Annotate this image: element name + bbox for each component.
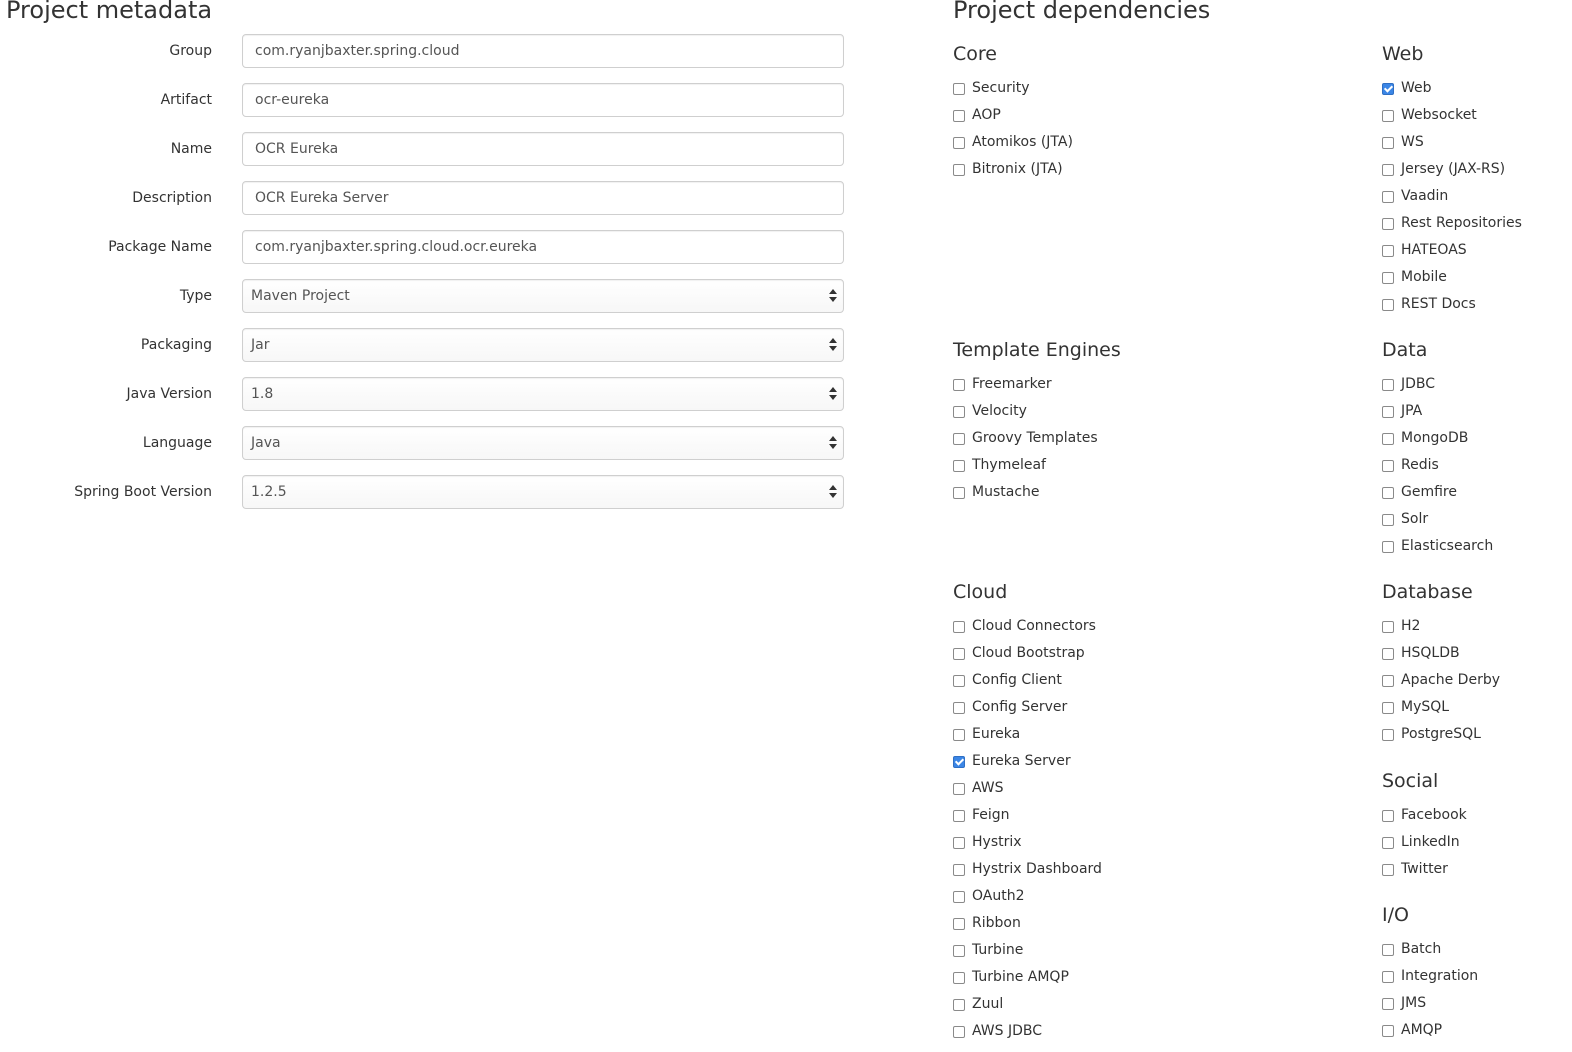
dependency-label: AMQP xyxy=(1401,1022,1443,1038)
checkbox[interactable] xyxy=(1382,864,1394,876)
dependency-group-cloud xyxy=(953,580,1143,1048)
dependency-jpa[interactable] xyxy=(1382,401,1572,428)
packaging-value: Jar xyxy=(251,337,270,353)
dependency-label: Facebook xyxy=(1401,807,1467,823)
dependency-gemfire[interactable] xyxy=(1382,482,1572,509)
dependency-label: AWS JDBC xyxy=(972,1023,1043,1039)
dependency-security[interactable] xyxy=(953,78,1143,105)
dependency-label: Web xyxy=(1401,80,1432,96)
dependency-ws[interactable] xyxy=(1382,132,1572,159)
artifact-label: Artifact xyxy=(160,92,212,108)
dependency-atomikos-jta[interactable] xyxy=(953,132,1143,159)
dependency-label: Ribbon xyxy=(972,915,1021,931)
checkbox[interactable] xyxy=(1382,379,1394,391)
dependency-integration[interactable] xyxy=(1382,966,1572,993)
select-arrows-icon xyxy=(829,337,837,353)
group-title-data: Data xyxy=(1382,339,1428,361)
dependency-label: Cloud Bootstrap xyxy=(972,645,1085,661)
checkbox[interactable] xyxy=(1382,218,1394,230)
dependency-aop[interactable] xyxy=(953,105,1143,132)
dependency-label: HATEOAS xyxy=(1401,242,1467,258)
dependency-label: Rest Repositories xyxy=(1401,215,1522,231)
dependency-label: Freemarker xyxy=(972,376,1052,392)
form-row-group xyxy=(0,34,850,83)
dependency-oauth2[interactable] xyxy=(953,886,1143,913)
dependency-mongodb[interactable] xyxy=(1382,428,1572,455)
dependency-group-core xyxy=(953,42,1143,186)
dependency-mustache[interactable] xyxy=(953,482,1143,509)
dependency-label: Twitter xyxy=(1401,861,1448,877)
dependency-label: Groovy Templates xyxy=(972,430,1098,446)
group-input[interactable] xyxy=(242,34,844,68)
package-name-value: com.ryanjbaxter.spring.cloud.ocr.eureka xyxy=(255,239,538,255)
type-value: Maven Project xyxy=(251,288,350,304)
dependency-solr[interactable] xyxy=(1382,509,1572,536)
checkbox[interactable] xyxy=(1382,729,1394,741)
dependency-mysql[interactable] xyxy=(1382,697,1572,724)
dependency-linkedin[interactable] xyxy=(1382,832,1572,859)
select-arrows-icon xyxy=(829,386,837,402)
group-title-social: Social xyxy=(1382,770,1439,792)
dependency-mobile[interactable] xyxy=(1382,267,1572,294)
checkbox[interactable] xyxy=(1382,245,1394,257)
project-dependencies-heading: Project dependencies xyxy=(953,0,1211,24)
checkbox[interactable] xyxy=(1382,110,1394,122)
dependency-cloud-connectors[interactable] xyxy=(953,616,1143,643)
dependency-label: H2 xyxy=(1401,618,1421,634)
dependency-rest-repositories[interactable] xyxy=(1382,213,1572,240)
packaging-select[interactable] xyxy=(242,328,844,362)
checkbox[interactable] xyxy=(1382,971,1394,983)
java-version-value: 1.8 xyxy=(251,386,274,402)
checkbox[interactable] xyxy=(1382,837,1394,849)
java-version-select[interactable] xyxy=(242,377,844,411)
language-label: Language xyxy=(142,435,212,451)
checkbox[interactable] xyxy=(1382,621,1394,633)
dependency-bitronix-jta[interactable] xyxy=(953,159,1143,186)
java-version-label: Java Version xyxy=(126,386,212,402)
dependency-label: Integration xyxy=(1401,968,1479,984)
dependency-label: Turbine xyxy=(972,942,1024,958)
checkbox[interactable] xyxy=(1382,702,1394,714)
dependency-label: Config Server xyxy=(972,699,1068,715)
form-row-language xyxy=(0,426,850,475)
dependency-label: Thymeleaf xyxy=(972,457,1046,473)
dependency-feign[interactable] xyxy=(953,805,1143,832)
dependency-hateoas[interactable] xyxy=(1382,240,1572,267)
dependency-label: Velocity xyxy=(972,403,1027,419)
dependency-label: Turbine AMQP xyxy=(972,969,1069,985)
type-label: Type xyxy=(179,288,212,304)
dependency-zuul[interactable] xyxy=(953,994,1143,1021)
dependency-label: Mustache xyxy=(972,484,1040,500)
checkbox[interactable] xyxy=(1382,299,1394,311)
dependency-rest-docs[interactable] xyxy=(1382,294,1572,321)
name-input[interactable] xyxy=(242,132,844,166)
dependency-label: Hystrix Dashboard xyxy=(972,861,1102,877)
dependency-label: Redis xyxy=(1401,457,1439,473)
spring-boot-version-select[interactable] xyxy=(242,475,844,509)
dependency-label: PostgreSQL xyxy=(1401,726,1481,742)
spring-boot-version-value: 1.2.5 xyxy=(251,484,287,500)
dependency-jms[interactable] xyxy=(1382,993,1572,1020)
dependency-label: Feign xyxy=(972,807,1010,823)
select-arrows-icon xyxy=(829,484,837,500)
dependency-label: MySQL xyxy=(1401,699,1450,715)
checkbox[interactable] xyxy=(953,972,965,984)
dependency-label: LinkedIn xyxy=(1401,834,1460,850)
dependency-aws-jdbc[interactable] xyxy=(953,1021,1143,1048)
checkbox[interactable] xyxy=(953,164,965,176)
form-row-description xyxy=(0,181,850,230)
group-title-cloud: Cloud xyxy=(953,581,1008,603)
dependency-label: Batch xyxy=(1401,941,1442,957)
checkbox[interactable] xyxy=(1382,406,1394,418)
dependency-list xyxy=(953,616,1143,1048)
form-row-type xyxy=(0,279,850,328)
dependency-turbine-amqp[interactable] xyxy=(953,967,1143,994)
select-arrows-icon xyxy=(829,288,837,304)
dependency-vaadin[interactable] xyxy=(1382,186,1572,213)
dependency-label: Eureka Server xyxy=(972,753,1071,769)
dependency-list xyxy=(953,78,1143,186)
dependency-label: JMS xyxy=(1401,995,1427,1011)
checkbox[interactable] xyxy=(953,379,965,391)
dependency-list xyxy=(1382,374,1572,563)
checkbox[interactable] xyxy=(1382,648,1394,660)
dependency-facebook[interactable] xyxy=(1382,805,1572,832)
checkbox[interactable] xyxy=(953,729,965,741)
checkbox[interactable] xyxy=(953,702,965,714)
group-label: Group xyxy=(169,43,212,59)
group-title-i-o: I/O xyxy=(1382,904,1409,926)
dependency-aws[interactable] xyxy=(953,778,1143,805)
package-name-input[interactable] xyxy=(242,230,844,264)
checkbox[interactable] xyxy=(1382,272,1394,284)
checkbox[interactable] xyxy=(1382,83,1394,95)
checkbox[interactable] xyxy=(953,621,965,633)
group-title-template-engines: Template Engines xyxy=(953,339,1121,361)
language-select[interactable] xyxy=(242,426,844,460)
group-title-database: Database xyxy=(1382,581,1473,603)
checkbox[interactable] xyxy=(1382,433,1394,445)
dependency-web[interactable] xyxy=(1382,78,1572,105)
form-row-packaging xyxy=(0,328,850,377)
checkbox[interactable] xyxy=(953,110,965,122)
dependency-label: OAuth2 xyxy=(972,888,1025,904)
dependency-eureka[interactable] xyxy=(953,724,1143,751)
dependency-hystrix-dashboard[interactable] xyxy=(953,859,1143,886)
checkbox[interactable] xyxy=(953,460,965,472)
type-select[interactable] xyxy=(242,279,844,313)
dependency-label: Solr xyxy=(1401,511,1429,527)
checkbox[interactable] xyxy=(953,756,965,768)
dependency-list xyxy=(1382,939,1572,1047)
name-value: OCR Eureka xyxy=(255,141,339,157)
dependency-group-social xyxy=(1382,769,1572,886)
dependency-turbine[interactable] xyxy=(953,940,1143,967)
dependency-list xyxy=(1382,78,1572,321)
dependency-label: Bitronix (JTA) xyxy=(972,161,1063,177)
checkbox[interactable] xyxy=(953,1026,965,1038)
checkbox[interactable] xyxy=(953,83,965,95)
checkbox[interactable] xyxy=(953,137,965,149)
form-row-artifact xyxy=(0,83,850,132)
group-title-core: Core xyxy=(953,43,997,65)
dependency-batch[interactable] xyxy=(1382,939,1572,966)
dependency-label: Hystrix xyxy=(972,834,1022,850)
name-label: Name xyxy=(170,141,212,157)
checkbox[interactable] xyxy=(1382,191,1394,203)
checkbox[interactable] xyxy=(1382,1025,1394,1037)
checkbox[interactable] xyxy=(1382,137,1394,149)
dependency-label: MongoDB xyxy=(1401,430,1469,446)
dependency-jdbc[interactable] xyxy=(1382,374,1572,401)
form-row-package-name xyxy=(0,230,850,279)
description-label: Description xyxy=(132,190,212,206)
dependency-group-template-engines xyxy=(953,338,1143,509)
dependency-label: Atomikos (JTA) xyxy=(972,134,1073,150)
dependency-label: Security xyxy=(972,80,1030,96)
dependency-label: Cloud Connectors xyxy=(972,618,1096,634)
language-value: Java xyxy=(251,435,281,451)
description-value: OCR Eureka Server xyxy=(255,190,389,206)
dependency-ribbon[interactable] xyxy=(953,913,1143,940)
dependency-apache-derby[interactable] xyxy=(1382,670,1572,697)
dependency-label: Config Client xyxy=(972,672,1062,688)
dependency-group-data xyxy=(1382,338,1572,563)
checkbox[interactable] xyxy=(953,433,965,445)
checkbox[interactable] xyxy=(953,891,965,903)
checkbox[interactable] xyxy=(1382,810,1394,822)
checkbox[interactable] xyxy=(1382,487,1394,499)
checkbox[interactable] xyxy=(953,864,965,876)
artifact-input[interactable] xyxy=(242,83,844,117)
dependency-label: AOP xyxy=(972,107,1001,123)
checkbox[interactable] xyxy=(953,406,965,418)
dependency-label: Apache Derby xyxy=(1401,672,1500,688)
dependency-label: AWS xyxy=(972,780,1004,796)
dependency-eureka-server[interactable] xyxy=(953,751,1143,778)
checkbox[interactable] xyxy=(953,648,965,660)
dependency-label: REST Docs xyxy=(1401,296,1476,312)
group-title-web: Web xyxy=(1382,43,1424,65)
checkbox[interactable] xyxy=(953,945,965,957)
dependency-label: Websocket xyxy=(1401,107,1477,123)
dependency-label: JPA xyxy=(1401,403,1423,419)
form-row-java-version xyxy=(0,377,850,426)
dependency-list xyxy=(1382,616,1572,751)
dependency-redis[interactable] xyxy=(1382,455,1572,482)
artifact-value: ocr-eureka xyxy=(255,92,330,108)
dependency-label: JDBC xyxy=(1401,376,1436,392)
dependency-config-server[interactable] xyxy=(953,697,1143,724)
dependency-label: Elasticsearch xyxy=(1401,538,1494,554)
dependency-groovy-templates[interactable] xyxy=(953,428,1143,455)
checkbox[interactable] xyxy=(953,783,965,795)
checkbox[interactable] xyxy=(1382,675,1394,687)
dependency-label: Gemfire xyxy=(1401,484,1457,500)
dependency-label: HSQLDB xyxy=(1401,645,1460,661)
checkbox[interactable] xyxy=(1382,460,1394,472)
form-row-spring-boot-version xyxy=(0,475,850,524)
dependency-cloud-bootstrap[interactable] xyxy=(953,643,1143,670)
dependency-label: Mobile xyxy=(1401,269,1447,285)
spring-boot-version-label: Spring Boot Version xyxy=(74,484,212,500)
checkbox[interactable] xyxy=(1382,541,1394,553)
description-input[interactable] xyxy=(242,181,844,215)
checkbox[interactable] xyxy=(1382,998,1394,1010)
checkbox[interactable] xyxy=(953,918,965,930)
dependency-velocity[interactable] xyxy=(953,401,1143,428)
select-arrows-icon xyxy=(829,435,837,451)
checkbox[interactable] xyxy=(1382,944,1394,956)
checkbox[interactable] xyxy=(1382,514,1394,526)
dependency-h2[interactable] xyxy=(1382,616,1572,643)
dependency-group-io xyxy=(1382,903,1572,1047)
package-name-label: Package Name xyxy=(108,239,212,255)
group-value: com.ryanjbaxter.spring.cloud xyxy=(255,43,460,59)
dependency-postgresql[interactable] xyxy=(1382,724,1572,751)
dependency-hsqldb[interactable] xyxy=(1382,643,1572,670)
dependency-label: Eureka xyxy=(972,726,1021,742)
packaging-label: Packaging xyxy=(140,337,212,353)
dependency-elasticsearch[interactable] xyxy=(1382,536,1572,563)
dependency-label: Vaadin xyxy=(1401,188,1449,204)
dependency-amqp[interactable] xyxy=(1382,1020,1572,1047)
checkbox[interactable] xyxy=(953,675,965,687)
dependency-group-web xyxy=(1382,42,1572,321)
dependency-thymeleaf[interactable] xyxy=(953,455,1143,482)
checkbox[interactable] xyxy=(953,837,965,849)
checkbox[interactable] xyxy=(953,999,965,1011)
dependency-config-client[interactable] xyxy=(953,670,1143,697)
project-metadata-heading: Project metadata xyxy=(6,0,213,24)
dependency-jersey-jax-rs[interactable] xyxy=(1382,159,1572,186)
project-metadata-form xyxy=(0,34,850,524)
form-row-name xyxy=(0,132,850,181)
dependency-label: WS xyxy=(1401,134,1424,150)
checkbox[interactable] xyxy=(953,810,965,822)
checkbox[interactable] xyxy=(953,487,965,499)
dependency-websocket[interactable] xyxy=(1382,105,1572,132)
dependency-freemarker[interactable] xyxy=(953,374,1143,401)
dependency-group-database xyxy=(1382,580,1572,751)
dependency-hystrix[interactable] xyxy=(953,832,1143,859)
checkbox[interactable] xyxy=(1382,164,1394,176)
dependency-list xyxy=(953,374,1143,509)
dependency-label: Jersey (JAX-RS) xyxy=(1401,161,1506,177)
dependency-label: Zuul xyxy=(972,996,1004,1012)
dependency-twitter[interactable] xyxy=(1382,859,1572,886)
dependency-list xyxy=(1382,805,1572,886)
